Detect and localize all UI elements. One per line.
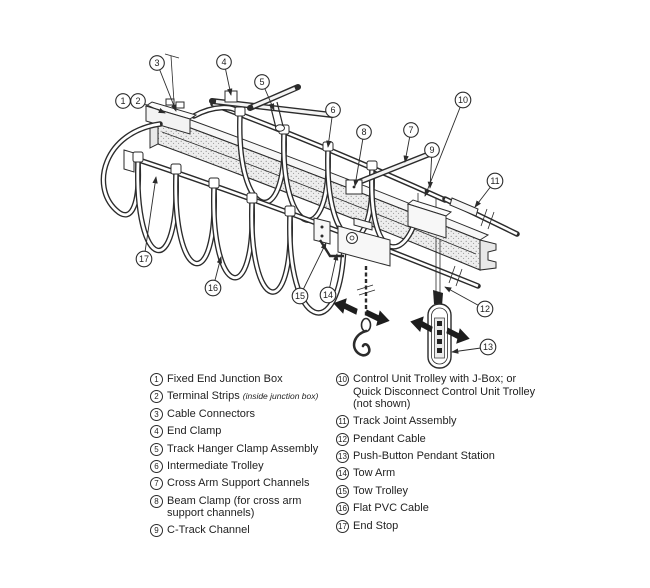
legend-badge-14: 14 — [336, 467, 349, 480]
legend-badge-7: 7 — [150, 477, 163, 490]
svg-text:12: 12 — [479, 304, 491, 314]
callout-17 — [136, 251, 152, 267]
callout-8 — [357, 125, 372, 140]
legend-label-14: Tow Arm — [353, 467, 396, 480]
legend-item-8 — [150, 495, 326, 520]
hoist-trolley — [338, 218, 390, 355]
legend-item-4 — [150, 425, 326, 438]
svg-text:4: 4 — [221, 57, 227, 67]
legend-badge-10: 10 — [336, 373, 349, 386]
legend-item-6 — [150, 460, 326, 473]
legend-item-5 — [150, 443, 326, 456]
svg-text:15: 15 — [294, 291, 306, 301]
feed-cable — [171, 56, 174, 102]
legend-item-10 — [336, 373, 538, 411]
legend-item-7 — [150, 477, 326, 490]
legend-column-2 — [336, 373, 538, 542]
callout-15 — [292, 288, 308, 304]
callout-7 — [404, 123, 419, 138]
legend-label-11: Track Joint Assembly — [353, 415, 457, 428]
end-stop — [124, 150, 134, 172]
legend-label-2: Terminal Strips (inside junction box) — [167, 390, 319, 403]
legend-item-11 — [336, 415, 538, 428]
callout-3 — [150, 56, 165, 71]
svg-text:11: 11 — [490, 176, 500, 186]
legend-item-9 — [150, 524, 326, 537]
legend-label-3: Cable Connectors — [167, 407, 256, 420]
legend-label-17: End Stop — [353, 519, 399, 532]
svg-text:2: 2 — [135, 96, 141, 106]
legend-label-8: Beam Clamp (for cross arm support channels) — [167, 494, 302, 520]
legend-item-12 — [336, 433, 538, 446]
svg-text:3: 3 — [154, 58, 160, 68]
legend-badge-4: 4 — [150, 425, 163, 438]
legend-column-1 — [150, 373, 326, 542]
callout-2 — [131, 94, 146, 109]
legend-badge-16: 16 — [336, 502, 349, 515]
callout-10 — [455, 92, 471, 108]
legend-item-14 — [336, 467, 538, 480]
legend-badge-17: 17 — [336, 520, 349, 533]
pendant-button — [437, 348, 442, 353]
legend-label-16: Flat PVC Cable — [353, 502, 429, 515]
legend-item-17 — [336, 520, 538, 533]
legend-badge-13: 13 — [336, 450, 349, 463]
legend-label-4: End Clamp — [167, 425, 222, 438]
callout-13 — [480, 339, 496, 355]
legend-item-13 — [336, 450, 538, 463]
legend-label-15: Tow Trolley — [353, 484, 409, 497]
legend-badge-11: 11 — [336, 415, 349, 428]
end-clamp — [225, 91, 237, 102]
callout-14 — [320, 287, 336, 303]
legend-badge-5: 5 — [150, 443, 163, 456]
legend-note-2: (inside junction box) — [242, 391, 319, 402]
legend-label-12: Pendant Cable — [353, 432, 426, 445]
pendant-button — [437, 330, 442, 335]
svg-text:5: 5 — [259, 77, 265, 87]
legend-item-16 — [336, 502, 538, 515]
beam-end-profile — [480, 240, 496, 270]
svg-text:14: 14 — [322, 290, 334, 300]
svg-text:9: 9 — [429, 145, 435, 155]
svg-text:1: 1 — [120, 96, 126, 106]
svg-text:16: 16 — [207, 283, 219, 293]
callout-6 — [326, 103, 341, 118]
legend-badge-1: 1 — [150, 373, 163, 386]
legend-badge-9: 9 — [150, 524, 163, 537]
tow-trolley — [314, 218, 330, 244]
pendant-assembly — [428, 238, 451, 368]
svg-text:8: 8 — [361, 127, 367, 137]
legend-item-3 — [150, 408, 326, 421]
pendant-button — [437, 339, 442, 344]
legend-badge-2: 2 — [150, 390, 163, 403]
callout-5 — [255, 75, 270, 90]
callout-16 — [205, 280, 221, 296]
legend-item-1 — [150, 373, 326, 386]
legend-badge-3: 3 — [150, 408, 163, 421]
legend-label-6: Intermediate Trolley — [167, 459, 264, 472]
callout-9 — [425, 143, 440, 158]
legend-badge-6: 6 — [150, 460, 163, 473]
callout-11 — [487, 173, 503, 189]
legend-label-9: C-Track Channel — [167, 524, 250, 537]
svg-text:10: 10 — [457, 95, 469, 105]
cable-connector — [176, 102, 184, 108]
hook — [354, 319, 370, 356]
legend-label-10: Control Unit Trolley with J-Box; or Quick Disconnect Control Unit Trolley (not shown) — [353, 373, 536, 411]
callout-1 — [116, 94, 131, 109]
legend-label-13: Push-Button Pendant Station — [353, 449, 495, 462]
callout-4 — [217, 55, 232, 70]
svg-text:6: 6 — [330, 105, 336, 115]
legend-item-15 — [336, 485, 538, 498]
legend — [150, 373, 538, 542]
svg-text:13: 13 — [482, 342, 494, 352]
legend-item-2 — [150, 390, 326, 403]
svg-text:17: 17 — [138, 254, 150, 264]
legend-badge-12: 12 — [336, 433, 349, 446]
pendant-button — [437, 321, 442, 326]
legend-badge-15: 15 — [336, 485, 349, 498]
svg-text:7: 7 — [408, 125, 414, 135]
legend-label-5: Track Hanger Clamp Assembly — [167, 442, 319, 455]
legend-label-7: Cross Arm Support Channels — [167, 477, 310, 490]
callout-12 — [477, 301, 493, 317]
legend-label-1: Fixed End Junction Box — [167, 373, 283, 385]
legend-badge-8: 8 — [150, 495, 163, 508]
